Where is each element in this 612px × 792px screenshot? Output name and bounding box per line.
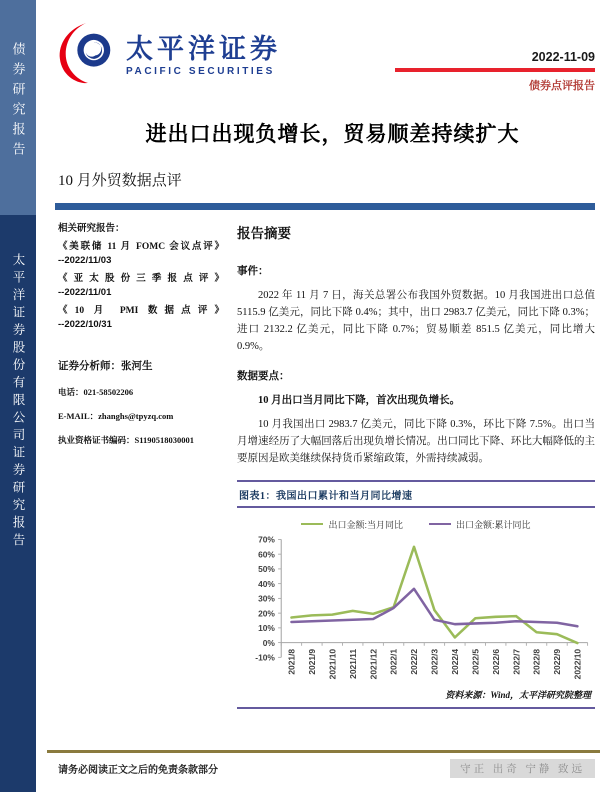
summary-heading: 报告摘要 [237, 226, 291, 241]
figure-caption-rule [237, 506, 595, 508]
related-report-date: --2022/11/01 [58, 287, 112, 298]
legend-item [429, 518, 531, 531]
related-report-item [58, 240, 224, 268]
svg-text:2022/5: 2022/5 [470, 648, 481, 675]
svg-text:2022/6: 2022/6 [490, 648, 501, 675]
svg-text:2021/10: 2021/10 [327, 648, 338, 679]
svg-text:60%: 60% [258, 548, 275, 559]
left-column [58, 220, 224, 709]
related-report-date: --2022/10/31 [58, 319, 112, 330]
sidebar-top-band [0, 0, 36, 215]
right-column [237, 220, 595, 709]
svg-text:-10%: -10% [255, 652, 275, 663]
figure-block [237, 480, 595, 709]
svg-text:2022/1: 2022/1 [388, 648, 399, 675]
related-reports-heading: 相关研究报告： [58, 224, 125, 234]
data-points-paragraph: 10 月我国出口 2983.7 亿美元，同比下降 0.3%，环比下降 7.5%。出口当月增速经历了大幅回落后出现负增长情况。出口同比下降、环比大幅降低的主要原因是欧美继续保持货币紧缩政策，外需持续减弱。 [237, 419, 595, 464]
svg-text:2022/7: 2022/7 [511, 648, 522, 675]
svg-text:30%: 30% [258, 593, 275, 604]
svg-text:2021/12: 2021/12 [368, 648, 379, 679]
svg-text:70%: 70% [258, 534, 275, 545]
event-paragraph: 2022 年 11 月 7 日，海关总署公布我国外贸数据。10 月我国进出口总值 5115.9 亿美元，同比下降 0.4%；其中，出口 2983.7 亿美元，同比下降 0.3%；进口 2132.2 亿美元，同比下降 0.7%；贸易顺差 851.5 亿美元，同比增大 0.9%。 [237, 290, 595, 352]
brand-header [57, 22, 281, 89]
header-meta [395, 50, 595, 93]
report-type-label: 债券点评报告 [529, 80, 595, 92]
sidebar-bottom-band [0, 215, 36, 792]
report-subtitle: 10 月外贸数据点评 [58, 173, 182, 189]
svg-text:40%: 40% [258, 578, 275, 589]
event-heading: 事件： [237, 266, 269, 277]
report-date: 2022-11-09 [531, 50, 595, 64]
related-report-item [58, 304, 224, 332]
svg-text:2022/8: 2022/8 [531, 648, 542, 675]
analyst-license: 执业资格证书编码：S1190518030001 [58, 435, 195, 445]
related-reports-list [58, 240, 224, 332]
svg-text:2021/8: 2021/8 [286, 648, 297, 675]
svg-text:2022/4: 2022/4 [450, 648, 461, 675]
legend-item [301, 518, 403, 531]
brand-name-en: PACIFIC SECURITIES [126, 66, 275, 77]
footer-motto: 守正 出奇 宁静 致远 [450, 759, 595, 778]
related-report-title: 《10 月 PMI 数据点评》 [58, 306, 224, 316]
header-red-rule [395, 68, 595, 72]
footer-rule [47, 750, 600, 753]
svg-text:2021/9: 2021/9 [307, 648, 318, 675]
svg-text:20%: 20% [258, 607, 275, 618]
data-points-highlight: 10 月出口当月同比下降，首次出现负增长。 [258, 395, 461, 406]
data-points-heading: 数据要点： [237, 371, 290, 382]
svg-text:2022/3: 2022/3 [429, 648, 440, 675]
svg-text:10%: 10% [258, 622, 275, 633]
footer-disclaimer: 请务必阅读正文之后的免责条款部分 [58, 765, 218, 776]
footer [58, 759, 595, 778]
legend-label: 出口金额:当月同比 [328, 519, 403, 530]
legend-line-swatch [301, 523, 323, 526]
analyst-phone: 电话：021-58502206 [58, 387, 134, 397]
figure-caption: 图表1：我国出口累计和当月同比增速 [239, 491, 413, 502]
related-report-title: 《美联储 11 月 FOMC 会议点评》 [58, 242, 224, 252]
sidebar-company-label: 太平洋证券股份有限公司证券研究报告 [11, 253, 25, 551]
svg-text:2021/11: 2021/11 [347, 648, 358, 679]
pacific-securities-logo-icon [57, 22, 119, 89]
related-report-title: 《亚太股份三季报点评》 [58, 274, 224, 284]
svg-text:0%: 0% [262, 637, 275, 648]
report-body [58, 220, 595, 709]
figure-bottom-rule [237, 707, 595, 709]
chart-legend [237, 518, 595, 531]
analyst-block [58, 358, 224, 446]
svg-text:2022/9: 2022/9 [552, 648, 563, 675]
report-title: 进出口出现负增长，贸易顺差持续扩大 [145, 122, 520, 146]
svg-text:2022/10: 2022/10 [572, 648, 583, 679]
export-growth-line-chart [237, 531, 595, 689]
title-divider-bar [55, 203, 595, 210]
analyst-name: 证券分析师：张河生 [58, 361, 153, 372]
legend-label: 出口金额:累计同比 [456, 519, 531, 530]
svg-text:2022/2: 2022/2 [409, 648, 420, 675]
sidebar-report-category: 债券研究报告 [10, 42, 26, 162]
figure-source: 资料来源：Wind，太平洋研究院整理 [445, 690, 591, 701]
svg-text:50%: 50% [258, 563, 275, 574]
brand-name-cn: 太平洋证券 [126, 34, 281, 64]
analyst-email: E-MAIL：zhanghs@tpyzq.com [58, 411, 174, 421]
related-report-date: --2022/11/03 [58, 255, 112, 266]
legend-line-swatch [429, 523, 451, 526]
related-report-item [58, 272, 224, 300]
